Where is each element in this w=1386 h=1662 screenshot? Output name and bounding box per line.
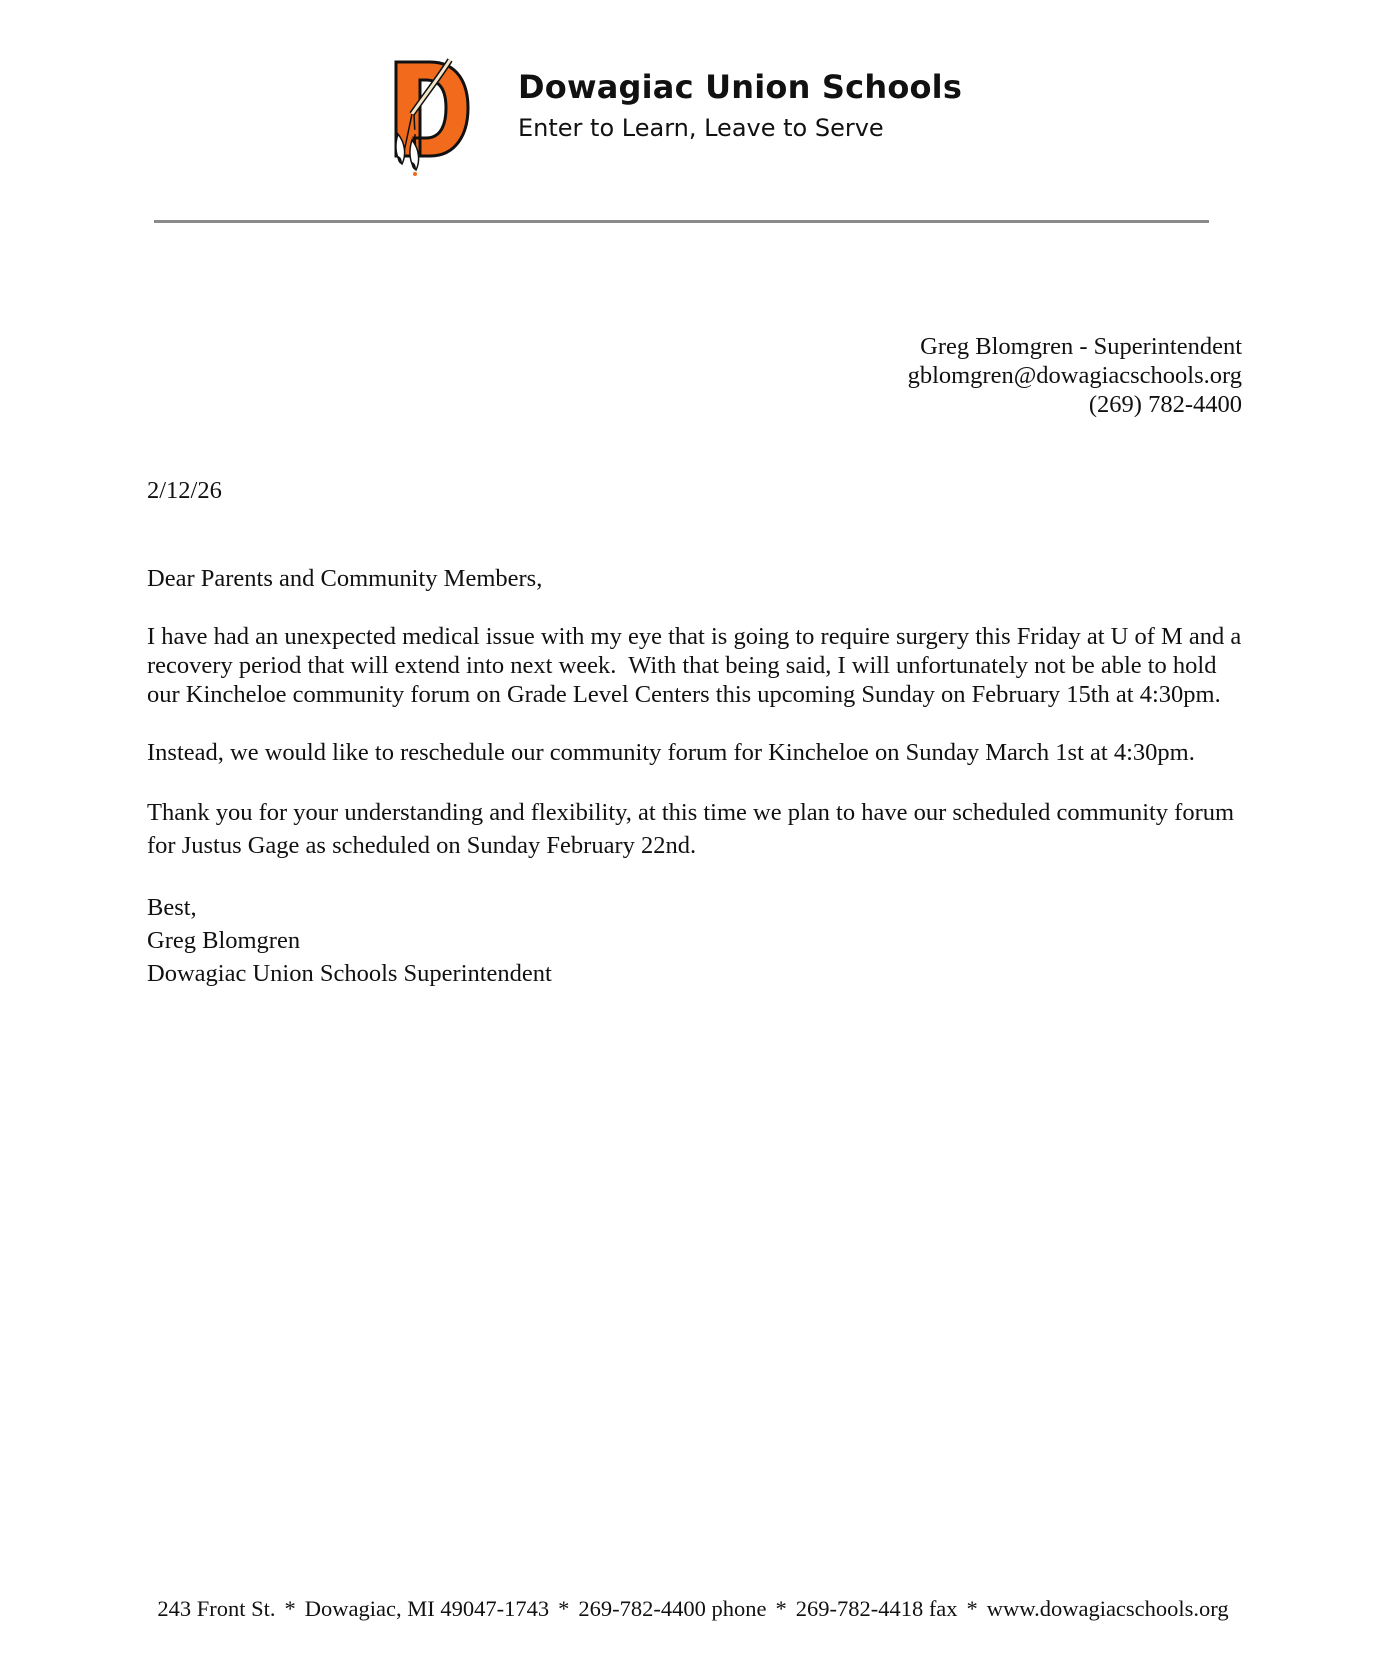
letter-body [147,564,1247,990]
org-motto: Enter to Learn, Leave to Serve [518,114,884,142]
closing: Best, [147,894,197,921]
footer-fax: 269-782-4418 fax [795,1596,958,1621]
signature-name: Greg Blomgren [147,927,301,954]
closing-block [147,891,1247,990]
footer-phone: 269-782-4400 phone [578,1596,767,1621]
signature-title: Dowagiac Union Schools Superintendent [147,960,552,987]
footer-address: 243 Front St. [157,1596,276,1621]
footer-separator: * [966,1596,978,1621]
paragraph-2: Instead, we would like to reschedule our community forum for Kincheloe on Sunday March 1st at 4:30pm. [147,739,1195,766]
footer-separator: * [558,1596,570,1621]
footer-separator: * [284,1596,296,1621]
footer-contact-line [0,1596,1386,1622]
salutation: Dear Parents and Community Members, [147,565,543,592]
footer-website[interactable]: www.dowagiacschools.org [986,1596,1229,1621]
sender-email: gblomgren@dowagiacschools.org [907,362,1242,389]
sender-block [908,332,1242,419]
paragraph-1: I have had an unexpected medical issue with my eye that is going to require surgery this Friday at U of M and a recovery period that will extend into next week. With that being said, I will unfortunately not be able to hold our Kincheloe community forum on Grade Level Centers this upcoming Sunday on February 15th at 4:30pm. [147,623,1248,708]
letter-date: 2/12/26 [147,477,222,504]
footer-city: Dowagiac, MI 49047-1743 [304,1596,550,1621]
paragraph-3: Thank you for your understanding and flexibility, at this time we plan to have our scheduled community forum for Justus Gage as scheduled on Sunday February 22nd. [147,799,1235,859]
header-divider [154,220,1209,223]
sender-phone: (269) 782-4400 [1088,391,1242,418]
footer-separator: * [775,1596,787,1621]
dowagiac-d-feather-logo-icon [392,56,472,176]
sender-name-title: Greg Blomgren - Superintendent [920,333,1242,360]
org-name: Dowagiac Union Schools [518,68,963,106]
letterhead [0,0,1386,230]
